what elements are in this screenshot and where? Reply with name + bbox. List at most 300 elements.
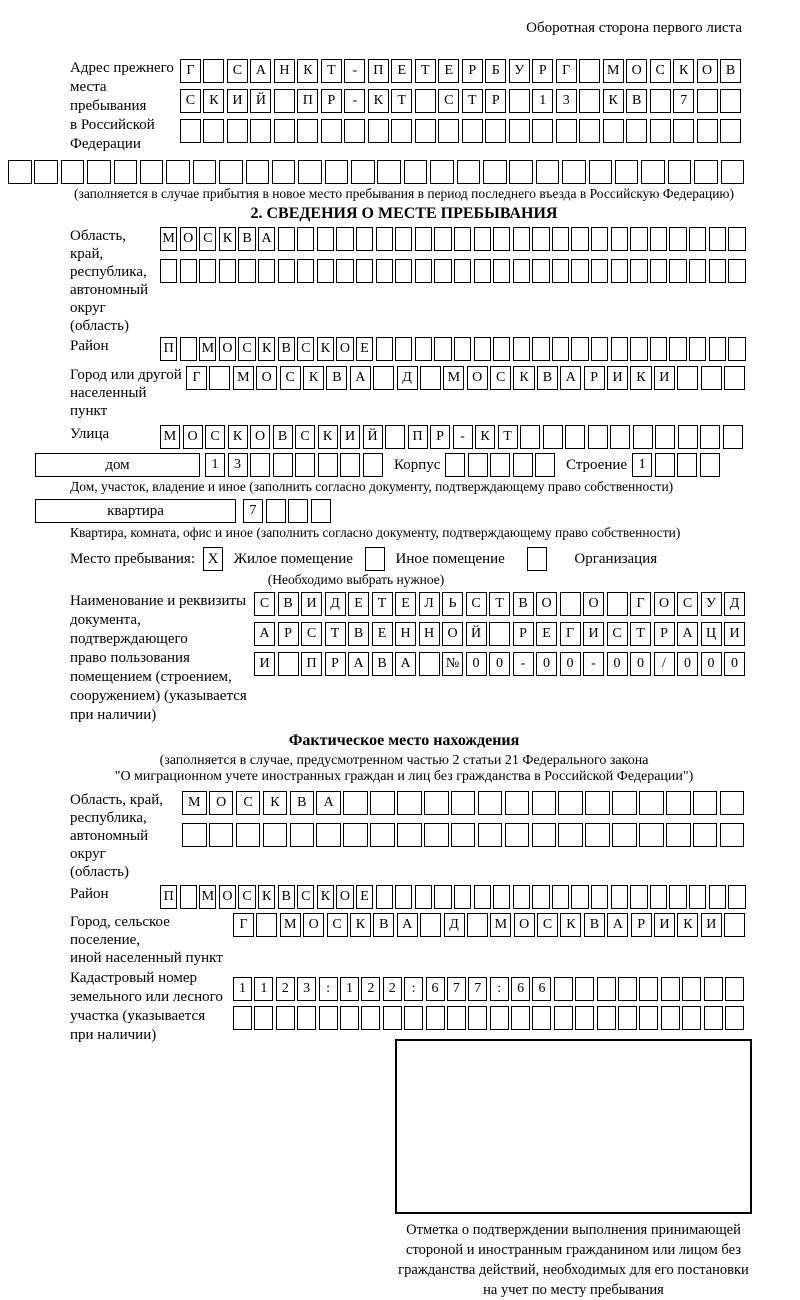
form-cell[interactable]: Е — [356, 885, 373, 909]
form-cell[interactable] — [180, 259, 197, 283]
form-cell[interactable] — [693, 823, 718, 847]
form-cell[interactable] — [318, 453, 338, 477]
form-cell[interactable]: В — [348, 622, 369, 646]
checkbox-organizaciya[interactable] — [527, 547, 547, 571]
form-cell[interactable]: П — [160, 337, 177, 361]
form-cell[interactable]: К — [219, 227, 236, 251]
form-cell[interactable] — [579, 59, 600, 83]
form-cell[interactable]: В — [278, 337, 295, 361]
form-cell[interactable]: 2 — [276, 977, 295, 1001]
form-cell[interactable]: Е — [438, 59, 459, 83]
form-cell[interactable]: К — [368, 89, 389, 113]
form-cell[interactable] — [343, 791, 368, 815]
house-wide-box[interactable]: дом — [35, 453, 200, 477]
form-cell[interactable] — [311, 499, 331, 523]
form-cell[interactable] — [203, 59, 224, 83]
form-cell[interactable] — [704, 1006, 723, 1030]
form-cell[interactable] — [618, 1006, 637, 1030]
form-cell[interactable]: 0 — [677, 652, 698, 676]
form-cell[interactable] — [669, 337, 686, 361]
form-cell[interactable] — [552, 227, 569, 251]
form-cell[interactable]: П — [368, 59, 389, 83]
form-cell[interactable] — [445, 453, 465, 477]
form-cell[interactable]: А — [258, 227, 275, 251]
form-cell[interactable]: С — [438, 89, 459, 113]
form-cell[interactable] — [709, 259, 726, 283]
form-cell[interactable] — [639, 791, 664, 815]
form-cell[interactable]: Д — [444, 913, 465, 937]
form-cell[interactable] — [404, 1006, 423, 1030]
form-cell[interactable]: Р — [584, 366, 605, 390]
form-cell[interactable] — [633, 425, 653, 449]
form-cell[interactable]: О — [442, 622, 463, 646]
form-cell[interactable]: А — [254, 622, 275, 646]
form-cell[interactable] — [666, 823, 691, 847]
form-cell[interactable]: М — [233, 366, 254, 390]
form-cell[interactable] — [505, 791, 530, 815]
form-cell[interactable]: С — [199, 227, 216, 251]
form-cell[interactable]: С — [607, 622, 628, 646]
form-cell[interactable]: Т — [498, 425, 518, 449]
form-cell[interactable] — [454, 885, 471, 909]
form-cell[interactable]: О — [209, 791, 234, 815]
form-cell[interactable]: Т — [489, 592, 510, 616]
form-cell[interactable]: 1 — [340, 977, 359, 1001]
form-cell[interactable]: 6 — [426, 977, 445, 1001]
form-cell[interactable] — [607, 592, 628, 616]
form-cell[interactable] — [457, 160, 481, 184]
form-cell[interactable] — [454, 259, 471, 283]
form-cell[interactable]: 7 — [673, 89, 694, 113]
form-cell[interactable] — [513, 259, 530, 283]
form-cell[interactable] — [493, 227, 510, 251]
form-cell[interactable] — [532, 119, 553, 143]
form-cell[interactable]: С — [650, 59, 671, 83]
form-cell[interactable]: В — [626, 89, 647, 113]
form-cell[interactable] — [509, 160, 533, 184]
form-cell[interactable]: М — [199, 885, 216, 909]
form-cell[interactable]: И — [227, 89, 248, 113]
form-cell[interactable]: С — [466, 592, 487, 616]
form-cell[interactable]: Т — [321, 59, 342, 83]
form-cell[interactable] — [493, 259, 510, 283]
form-cell[interactable] — [274, 119, 295, 143]
form-cell[interactable]: В — [278, 885, 295, 909]
form-cell[interactable] — [724, 913, 745, 937]
form-cell[interactable] — [114, 160, 138, 184]
form-cell[interactable] — [434, 259, 451, 283]
form-cell[interactable]: 7 — [447, 977, 466, 1001]
form-cell[interactable] — [650, 227, 667, 251]
form-cell[interactable]: В — [278, 592, 299, 616]
form-cell[interactable] — [377, 160, 401, 184]
form-cell[interactable]: П — [297, 89, 318, 113]
form-cell[interactable] — [451, 823, 476, 847]
form-cell[interactable]: К — [560, 913, 581, 937]
form-cell[interactable] — [591, 227, 608, 251]
form-cell[interactable]: 0 — [607, 652, 628, 676]
form-cell[interactable] — [420, 366, 441, 390]
form-cell[interactable]: 7 — [243, 499, 263, 523]
form-cell[interactable] — [725, 977, 744, 1001]
form-cell[interactable]: С — [327, 913, 348, 937]
form-cell[interactable] — [434, 885, 451, 909]
form-cell[interactable] — [316, 823, 341, 847]
form-cell[interactable] — [376, 885, 393, 909]
form-cell[interactable] — [655, 453, 675, 477]
form-cell[interactable] — [611, 337, 628, 361]
form-cell[interactable] — [611, 885, 628, 909]
form-cell[interactable] — [485, 119, 506, 143]
form-cell[interactable] — [694, 160, 718, 184]
form-cell[interactable]: Г — [556, 59, 577, 83]
form-cell[interactable] — [532, 885, 549, 909]
form-cell[interactable]: В — [373, 913, 394, 937]
form-cell[interactable] — [373, 366, 394, 390]
form-cell[interactable] — [256, 913, 277, 937]
form-cell[interactable] — [552, 337, 569, 361]
form-cell[interactable] — [385, 425, 405, 449]
form-cell[interactable] — [415, 337, 432, 361]
form-cell[interactable]: - — [583, 652, 604, 676]
form-cell[interactable] — [383, 1006, 402, 1030]
form-cell[interactable] — [597, 1006, 616, 1030]
form-cell[interactable] — [278, 259, 295, 283]
form-cell[interactable]: П — [301, 652, 322, 676]
form-cell[interactable]: К — [228, 425, 248, 449]
form-cell[interactable] — [591, 259, 608, 283]
form-cell[interactable]: : — [404, 977, 423, 1001]
checkbox-inoe[interactable] — [365, 547, 385, 571]
form-cell[interactable] — [575, 977, 594, 1001]
form-cell[interactable]: С — [180, 89, 201, 113]
form-cell[interactable] — [493, 885, 510, 909]
form-cell[interactable] — [321, 119, 342, 143]
form-cell[interactable] — [180, 119, 201, 143]
form-cell[interactable] — [655, 425, 675, 449]
form-cell[interactable] — [297, 227, 314, 251]
form-cell[interactable]: К — [350, 913, 371, 937]
form-cell[interactable] — [336, 227, 353, 251]
form-cell[interactable]: Е — [356, 337, 373, 361]
form-cell[interactable]: К — [603, 89, 624, 113]
form-cell[interactable]: Ц — [701, 622, 722, 646]
form-cell[interactable]: С — [301, 622, 322, 646]
form-cell[interactable] — [376, 227, 393, 251]
form-cell[interactable]: У — [509, 59, 530, 83]
form-cell[interactable]: О — [183, 425, 203, 449]
form-cell[interactable] — [571, 337, 588, 361]
form-cell[interactable] — [610, 425, 630, 449]
form-cell[interactable]: С — [677, 592, 698, 616]
form-cell[interactable] — [532, 791, 557, 815]
form-cell[interactable] — [579, 89, 600, 113]
form-cell[interactable] — [424, 823, 449, 847]
form-cell[interactable] — [395, 885, 412, 909]
form-cell[interactable] — [424, 791, 449, 815]
form-cell[interactable]: А — [348, 652, 369, 676]
form-cell[interactable]: Р — [532, 59, 553, 83]
form-cell[interactable]: В — [537, 366, 558, 390]
form-cell[interactable] — [720, 119, 741, 143]
form-cell[interactable]: Н — [395, 622, 416, 646]
form-cell[interactable]: С — [238, 337, 255, 361]
form-cell[interactable]: О — [303, 913, 324, 937]
form-cell[interactable] — [725, 1006, 744, 1030]
form-cell[interactable] — [532, 823, 557, 847]
form-cell[interactable]: К — [203, 89, 224, 113]
form-cell[interactable]: А — [677, 622, 698, 646]
form-cell[interactable]: 1 — [233, 977, 252, 1001]
form-cell[interactable]: М — [490, 913, 511, 937]
form-cell[interactable]: В — [326, 366, 347, 390]
form-cell[interactable] — [630, 885, 647, 909]
form-cell[interactable] — [199, 259, 216, 283]
form-cell[interactable] — [415, 89, 436, 113]
form-cell[interactable] — [728, 227, 745, 251]
form-cell[interactable] — [451, 791, 476, 815]
form-cell[interactable]: Е — [372, 622, 393, 646]
form-cell[interactable] — [669, 259, 686, 283]
form-cell[interactable]: Р — [513, 622, 534, 646]
form-cell[interactable] — [336, 259, 353, 283]
form-cell[interactable]: И — [254, 652, 275, 676]
form-cell[interactable] — [612, 823, 637, 847]
form-cell[interactable] — [395, 227, 412, 251]
form-cell[interactable]: 0 — [701, 652, 722, 676]
form-cell[interactable]: О — [536, 592, 557, 616]
form-cell[interactable] — [650, 885, 667, 909]
form-cell[interactable]: К — [630, 366, 651, 390]
form-cell[interactable] — [317, 259, 334, 283]
form-cell[interactable] — [468, 1006, 487, 1030]
form-cell[interactable] — [420, 913, 441, 937]
form-cell[interactable] — [404, 160, 428, 184]
form-cell[interactable]: № — [442, 652, 463, 676]
form-cell[interactable] — [571, 227, 588, 251]
form-cell[interactable] — [650, 259, 667, 283]
form-cell[interactable]: М — [182, 791, 207, 815]
form-cell[interactable] — [626, 119, 647, 143]
form-cell[interactable] — [356, 259, 373, 283]
form-cell[interactable]: 0 — [489, 652, 510, 676]
form-cell[interactable] — [290, 823, 315, 847]
form-cell[interactable] — [180, 885, 197, 909]
form-cell[interactable]: Р — [485, 89, 506, 113]
form-cell[interactable]: Р — [325, 652, 346, 676]
form-cell[interactable] — [467, 913, 488, 937]
form-cell[interactable]: 1 — [632, 453, 652, 477]
form-cell[interactable] — [361, 1006, 380, 1030]
form-cell[interactable] — [415, 885, 432, 909]
form-cell[interactable] — [585, 823, 610, 847]
form-cell[interactable]: Д — [397, 366, 418, 390]
form-cell[interactable] — [589, 160, 613, 184]
form-cell[interactable] — [474, 227, 491, 251]
form-cell[interactable] — [682, 1006, 701, 1030]
form-cell[interactable] — [558, 823, 583, 847]
form-cell[interactable] — [297, 119, 318, 143]
form-cell[interactable]: Р — [631, 913, 652, 937]
form-cell[interactable]: В — [513, 592, 534, 616]
form-cell[interactable] — [447, 1006, 466, 1030]
form-cell[interactable]: К — [677, 913, 698, 937]
form-cell[interactable] — [340, 1006, 359, 1030]
form-cell[interactable] — [536, 160, 560, 184]
form-cell[interactable] — [650, 119, 671, 143]
form-cell[interactable]: А — [395, 652, 416, 676]
form-cell[interactable] — [140, 160, 164, 184]
form-cell[interactable]: С — [280, 366, 301, 390]
form-cell[interactable]: К — [318, 425, 338, 449]
form-cell[interactable] — [693, 791, 718, 815]
form-cell[interactable] — [219, 160, 243, 184]
form-cell[interactable]: Е — [536, 622, 557, 646]
form-cell[interactable] — [166, 160, 190, 184]
form-cell[interactable] — [591, 337, 608, 361]
form-cell[interactable]: И — [654, 913, 675, 937]
form-cell[interactable] — [344, 119, 365, 143]
form-cell[interactable] — [489, 622, 510, 646]
form-cell[interactable] — [639, 977, 658, 1001]
form-cell[interactable] — [720, 89, 741, 113]
form-cell[interactable]: В — [584, 913, 605, 937]
form-cell[interactable] — [618, 977, 637, 1001]
form-cell[interactable]: Е — [395, 592, 416, 616]
form-cell[interactable]: Е — [391, 59, 412, 83]
form-cell[interactable]: О — [654, 592, 675, 616]
form-cell[interactable] — [682, 977, 701, 1001]
form-cell[interactable] — [227, 119, 248, 143]
form-cell[interactable]: М — [160, 425, 180, 449]
form-cell[interactable] — [721, 160, 745, 184]
form-cell[interactable]: Ь — [442, 592, 463, 616]
form-cell[interactable] — [397, 823, 422, 847]
form-cell[interactable] — [288, 499, 308, 523]
form-cell[interactable] — [579, 119, 600, 143]
form-cell[interactable] — [474, 337, 491, 361]
form-cell[interactable] — [454, 337, 471, 361]
form-cell[interactable]: Н — [274, 59, 295, 83]
form-cell[interactable] — [395, 259, 412, 283]
form-cell[interactable] — [728, 885, 745, 909]
form-cell[interactable]: Т — [325, 622, 346, 646]
form-cell[interactable]: И — [654, 366, 675, 390]
form-cell[interactable]: Т — [415, 59, 436, 83]
form-cell[interactable]: 0 — [466, 652, 487, 676]
form-cell[interactable]: О — [180, 227, 197, 251]
form-cell[interactable]: К — [297, 59, 318, 83]
form-cell[interactable] — [552, 259, 569, 283]
form-cell[interactable] — [520, 425, 540, 449]
form-cell[interactable] — [509, 89, 530, 113]
form-cell[interactable]: Б — [485, 59, 506, 83]
form-cell[interactable]: Д — [325, 592, 346, 616]
form-cell[interactable] — [630, 227, 647, 251]
form-cell[interactable] — [554, 977, 573, 1001]
form-cell[interactable] — [560, 592, 581, 616]
form-cell[interactable] — [238, 259, 255, 283]
form-cell[interactable] — [511, 1006, 530, 1030]
form-cell[interactable] — [650, 89, 671, 113]
form-cell[interactable] — [415, 259, 432, 283]
form-cell[interactable]: - — [344, 59, 365, 83]
form-cell[interactable] — [209, 823, 234, 847]
form-cell[interactable]: И — [724, 622, 745, 646]
form-cell[interactable] — [639, 1006, 658, 1030]
form-cell[interactable]: С — [297, 885, 314, 909]
form-cell[interactable]: П — [408, 425, 428, 449]
form-cell[interactable] — [274, 89, 295, 113]
form-cell[interactable]: С — [236, 791, 261, 815]
form-cell[interactable] — [61, 160, 85, 184]
form-cell[interactable] — [478, 791, 503, 815]
form-cell[interactable]: С — [254, 592, 275, 616]
form-cell[interactable] — [571, 259, 588, 283]
form-cell[interactable]: И — [340, 425, 360, 449]
form-cell[interactable] — [704, 977, 723, 1001]
form-cell[interactable]: Р — [462, 59, 483, 83]
form-cell[interactable] — [430, 160, 454, 184]
form-cell[interactable] — [558, 791, 583, 815]
form-cell[interactable]: К — [317, 885, 334, 909]
form-cell[interactable]: О — [583, 592, 604, 616]
form-cell[interactable] — [505, 823, 530, 847]
form-cell[interactable] — [376, 259, 393, 283]
form-cell[interactable] — [34, 160, 58, 184]
form-cell[interactable]: А — [607, 913, 628, 937]
form-cell[interactable] — [630, 259, 647, 283]
form-cell[interactable] — [532, 259, 549, 283]
form-cell[interactable]: 1 — [205, 453, 225, 477]
form-cell[interactable]: С — [238, 885, 255, 909]
form-cell[interactable] — [513, 227, 530, 251]
form-cell[interactable] — [513, 337, 530, 361]
form-cell[interactable] — [668, 160, 692, 184]
form-cell[interactable] — [666, 791, 691, 815]
form-cell[interactable] — [438, 119, 459, 143]
form-cell[interactable] — [468, 453, 488, 477]
form-cell[interactable] — [532, 337, 549, 361]
form-cell[interactable]: О — [250, 425, 270, 449]
form-cell[interactable]: Е — [348, 592, 369, 616]
form-cell[interactable] — [397, 791, 422, 815]
form-cell[interactable] — [661, 1006, 680, 1030]
form-cell[interactable]: 3 — [297, 977, 316, 1001]
form-cell[interactable] — [700, 453, 720, 477]
form-cell[interactable]: И — [701, 913, 722, 937]
form-cell[interactable] — [250, 119, 271, 143]
form-cell[interactable]: Р — [278, 622, 299, 646]
form-cell[interactable]: Р — [654, 622, 675, 646]
form-cell[interactable]: 0 — [536, 652, 557, 676]
form-cell[interactable] — [532, 1006, 551, 1030]
form-cell[interactable]: Г — [560, 622, 581, 646]
form-cell[interactable]: 6 — [532, 977, 551, 1001]
form-cell[interactable]: А — [350, 366, 371, 390]
form-cell[interactable]: Г — [233, 913, 254, 937]
form-cell[interactable] — [556, 119, 577, 143]
form-cell[interactable]: 6 — [511, 977, 530, 1001]
form-cell[interactable] — [419, 652, 440, 676]
form-cell[interactable] — [258, 259, 275, 283]
form-cell[interactable] — [236, 823, 261, 847]
form-cell[interactable] — [535, 453, 555, 477]
form-cell[interactable] — [630, 337, 647, 361]
form-cell[interactable] — [319, 1006, 338, 1030]
form-cell[interactable] — [728, 259, 745, 283]
form-cell[interactable] — [370, 791, 395, 815]
